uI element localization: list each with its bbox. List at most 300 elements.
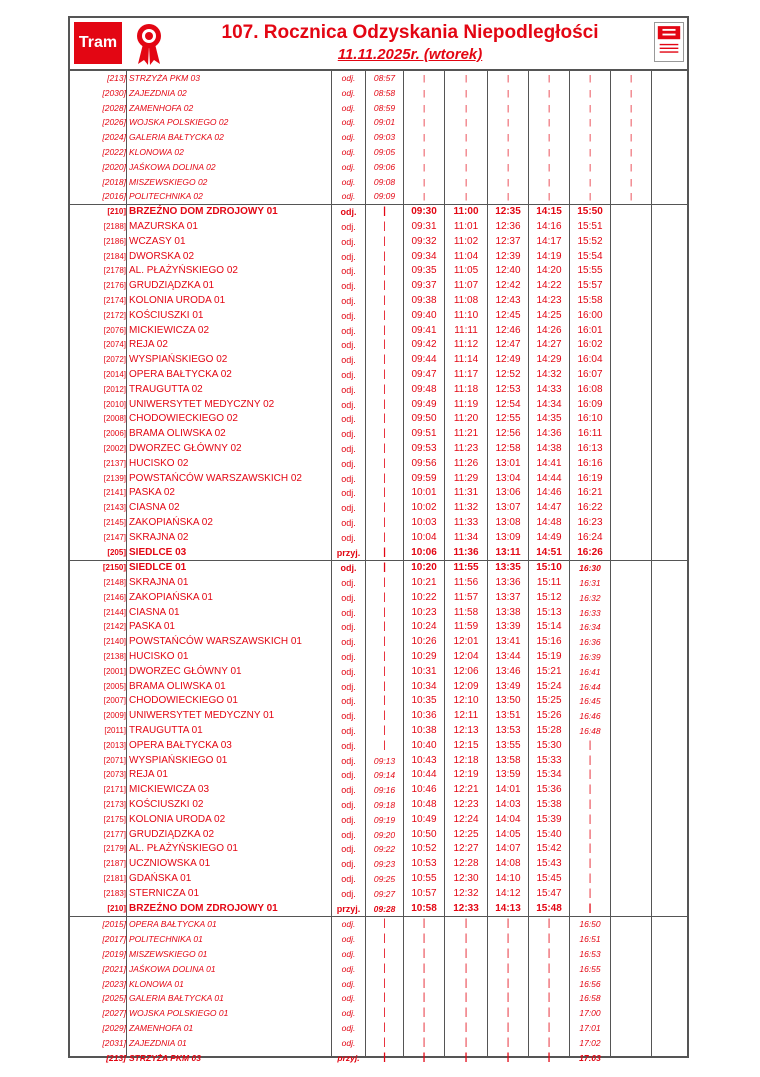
departure-time: 16:33 [579,607,601,618]
stop-name: WOJSKA POLSKIEGO 02 [129,117,229,128]
departure-time: | [422,117,426,128]
departure-time: 16:19 [577,472,603,484]
departure-time: 09:32 [411,235,437,247]
stop-type: odj. [341,503,356,514]
stop-type: odj. [341,191,356,202]
departure-time [611,947,651,962]
table-row [70,130,687,145]
stop-name: OPERA BAŁTYCKA 02 [129,368,232,380]
departure-time: 17:01 [579,1023,601,1033]
departure-time: | [383,428,386,440]
departure-time: | [383,606,386,618]
departure-time: 16:36 [579,637,601,648]
departure-time: 15:33 [536,754,562,766]
departure-time: 11:02 [453,235,479,247]
departure-time: 11:12 [453,339,479,351]
stop-code: [2009] [103,711,126,721]
departure-time [611,783,651,798]
departure-time: 10:20 [411,562,437,574]
table-row [70,798,687,813]
departure-time [611,235,651,250]
departure-time: | [464,73,468,83]
table-row [70,383,687,398]
stop-name: GRUDZIĄDZKA 01 [129,280,215,292]
departure-time: | [506,1007,510,1019]
departure-time: 14:35 [536,413,562,425]
departure-time: | [383,265,386,277]
table-row [70,724,687,739]
table-row [70,916,687,932]
departure-time: 10:49 [411,813,437,825]
departure-time: | [629,176,633,187]
departure-time: 14:03 [495,799,521,811]
stop-type: odj. [341,429,356,440]
stop-code: [2150] [102,563,126,573]
table-row [70,887,687,902]
departure-time: 16:56 [579,978,601,989]
departure-time: | [588,769,592,781]
stop-type: odj. [341,221,356,232]
stop-code: [2186] [103,236,126,246]
stop-name: POLITECHNIKA 02 [129,191,203,202]
departure-time: 10:43 [411,754,437,766]
stop-name: DWORZEC GŁÓWNY 02 [129,442,242,454]
departure-time [611,205,651,220]
departure-time: 16:34 [579,622,601,633]
departure-time: 12:25 [453,828,479,840]
departure-time: 15:54 [577,250,603,262]
departure-time: 10:01 [411,487,437,499]
departure-time: 14:32 [536,368,562,380]
departure-time: 09:14 [373,770,396,781]
departure-time: | [629,73,633,83]
table-row [70,86,687,101]
departure-time: | [422,1007,426,1019]
departure-time: | [464,176,468,187]
departure-time: 09:37 [411,280,437,292]
departure-time: 09:40 [411,309,437,321]
table-row [70,828,687,843]
stop-code: [2178] [103,266,126,276]
stop-name: POWSTAŃCÓW WARSZAWSKICH 01 [129,636,302,648]
departure-time: 09:05 [373,146,396,157]
departure-time: 15:38 [536,799,562,811]
departure-time: 14:01 [495,784,521,796]
departure-time [611,635,651,650]
table-row [70,1006,687,1021]
departure-time: 14:10 [495,873,521,885]
table-row [70,145,687,160]
stop-code: [213] [106,1052,126,1063]
departure-time: 16:22 [577,502,603,514]
table-row [70,606,687,621]
departure-time: 16:24 [577,531,603,543]
departure-time: 14:13 [495,902,521,914]
departure-time: 15:11 [536,577,562,589]
departure-time: | [506,948,510,960]
departure-time: 12:35 [495,206,521,218]
departure-time: | [422,992,426,1004]
departure-time: | [588,754,592,766]
stop-code: [2019] [102,949,126,960]
departure-time: 10:03 [411,516,437,528]
departure-time: 15:57 [577,280,603,292]
departure-time: | [464,977,468,989]
departure-time: | [464,102,468,113]
stop-code: [2022] [102,146,126,157]
departure-time: | [383,1051,386,1063]
departure-time: 09:34 [411,250,437,262]
departure-time: 13:46 [495,665,521,677]
departure-time: 11:55 [453,562,479,574]
departure-time [611,902,651,917]
departure-time: 15:52 [577,235,603,247]
departure-time: 15:10 [536,562,562,574]
stop-name: BRZEŹNO DOM ZDROJOWY 01 [129,902,278,914]
departure-time: 12:55 [495,413,521,425]
stop-code: [2174] [103,295,126,305]
departure-time: 14:04 [495,813,521,825]
departure-time: 11:14 [453,354,479,366]
departure-time: 12:53 [495,383,521,395]
stop-code: [2173] [103,800,126,810]
departure-time: 11:04 [453,250,479,262]
departure-time: | [506,1036,510,1048]
departure-time: 13:50 [495,695,521,707]
departure-time: 09:22 [373,844,396,855]
table-row [70,635,687,650]
departure-time: 15:19 [536,651,562,663]
stop-name: JAŚKOWA DOLINA 01 [129,963,216,974]
departure-time: | [547,992,551,1004]
stop-type: odj. [341,800,356,811]
table-row [70,560,687,576]
table-row [70,962,687,977]
departure-time: 09:19 [373,814,396,825]
departure-time: 16:50 [579,919,601,930]
departure-time: | [588,799,592,811]
departure-time: | [383,294,386,306]
departure-time: | [383,977,386,989]
departure-time: | [422,161,426,172]
departure-time: | [547,1036,551,1048]
departure-time: | [588,843,592,855]
departure-time: 16:44 [579,681,601,692]
departure-time: 09:38 [411,294,437,306]
departure-time [611,857,651,872]
departure-time: | [383,621,386,633]
departure-time [611,250,651,265]
departure-time: 11:00 [453,206,479,218]
stop-code: [2012] [103,384,126,394]
departure-time: | [588,739,592,751]
departure-time: | [422,948,426,960]
departure-time: | [547,918,551,930]
departure-time: 13:38 [495,606,521,618]
departure-time: 14:33 [536,383,562,395]
departure-time: | [422,933,426,945]
departure-time: 11:07 [453,280,479,292]
departure-time: 10:22 [411,591,437,603]
stop-type: odj. [340,563,357,574]
departure-time: 09:16 [373,785,396,796]
table-row [70,427,687,442]
departure-time: 14:12 [495,887,521,899]
departure-time: | [383,918,386,930]
tram-badge: Tram [74,22,122,64]
stop-name: SKRAJNA 01 [129,577,189,589]
departure-time: 11:31 [453,487,479,499]
stop-name: ZAKOPIAŃSKA 01 [129,591,213,603]
departure-time: | [383,1022,386,1033]
departure-time: 15:47 [536,887,562,899]
departure-time: 16:08 [577,383,603,395]
stop-code: [2020] [102,161,126,172]
departure-time: 10:38 [411,725,437,737]
departure-time: | [422,146,426,157]
stop-type: odj. [341,814,356,825]
departure-time: 15:43 [536,858,562,870]
stop-code: [2023] [102,978,126,989]
departure-time: | [383,948,386,960]
departure-time [611,324,651,339]
stop-name: POLITECHNIKA 01 [129,934,203,945]
departure-time [611,798,651,813]
departure-time: | [464,1022,468,1033]
stop-code: [2181] [103,874,126,884]
table-row [70,531,687,546]
stop-type: odj. [341,652,356,663]
table-row [70,857,687,872]
departure-time: 09:48 [411,383,437,395]
departure-time: 13:04 [495,472,521,484]
table-row [70,250,687,265]
stop-code: [2141] [103,488,126,498]
departure-time: 15:45 [536,873,562,885]
departure-time [611,1051,651,1066]
stop-code: [213] [107,73,126,83]
departure-time: 10:26 [411,636,437,648]
departure-time: | [383,220,386,232]
departure-time: 12:58 [495,442,521,454]
departure-time: 11:57 [453,591,479,603]
stop-name: SIEDLCE 01 [129,562,187,574]
departure-time: 12:46 [495,324,521,336]
table-row [70,872,687,887]
departure-time: 14:36 [536,428,562,440]
page-title: 107. Rocznica Odzyskania Niepodległości [221,22,599,43]
departure-time: 14:38 [536,442,562,454]
stop-type: odj. [341,607,356,618]
departure-time: 15:24 [536,680,562,692]
departure-time: 11:10 [453,309,479,321]
departure-time: 14:16 [536,220,562,232]
departure-time: | [506,102,510,113]
stop-name: PASKA 01 [129,621,175,633]
stop-type: odj. [341,785,356,796]
stop-name: ZAJEZDNIA 01 [129,1037,187,1048]
stop-code: [2030] [102,87,126,98]
stop-name: REJA 01 [129,769,168,781]
stop-name: POWSTAŃCÓW WARSZAWSKICH 02 [129,472,302,484]
departure-time: | [464,191,468,202]
departure-time: | [422,191,426,202]
departure-time: 13:06 [495,487,521,499]
stop-type: odj. [341,829,356,840]
departure-time: | [383,472,386,484]
stop-type: odj. [341,1037,356,1048]
stop-code: [210] [107,903,126,913]
departure-time: | [422,1022,426,1033]
departure-time: | [506,1022,510,1033]
departure-time: 16:53 [579,949,601,960]
departure-time [611,932,651,947]
departure-time: 10:24 [411,621,437,633]
departure-time: 12:45 [495,309,521,321]
departure-time: 11:23 [453,442,479,454]
departure-time: 09:06 [373,161,396,172]
departure-time: 11:59 [453,621,479,633]
departure-time: 10:53 [411,858,437,870]
departure-time: 10:44 [411,769,437,781]
stop-type: odj. [341,622,356,633]
departure-time: | [547,977,551,989]
departure-time: 08:58 [373,87,396,98]
departure-time: | [383,235,386,247]
departure-time: 12:54 [495,398,521,410]
departure-time: 12:09 [453,680,479,692]
departure-time: 16:32 [579,592,601,603]
departure-time: | [383,695,386,707]
table-row [70,754,687,769]
departure-time: | [588,102,592,113]
departure-time: 13:37 [495,591,521,603]
departure-time: | [506,73,510,83]
departure-time: 11:17 [453,368,479,380]
stop-type: odj. [341,488,356,499]
departure-time: 09:51 [411,428,437,440]
table-row [70,783,687,798]
departure-time: 13:35 [495,562,521,574]
departure-time: | [629,191,633,202]
departure-time: 14:05 [495,828,521,840]
departure-time: 10:31 [411,665,437,677]
stop-name: MAZURSKA 01 [129,220,198,232]
departure-time: | [464,933,468,945]
departure-time: | [383,324,386,336]
stop-type: odj. [341,934,356,945]
stop-name: CIASNA 01 [129,606,180,618]
departure-time: | [383,398,386,410]
departure-time: | [588,146,592,157]
departure-time: | [383,206,386,218]
departure-time: 12:11 [453,710,479,722]
departure-time: 09:20 [373,829,396,840]
departure-time [611,872,651,887]
departure-time: 08:57 [373,73,396,83]
table-row [70,546,687,561]
departure-time: | [547,132,551,143]
departure-time: | [383,577,386,589]
table-row [70,71,687,86]
departure-time [611,724,651,739]
departure-time: 12:19 [453,769,479,781]
departure-time: 15:26 [536,710,562,722]
stop-type: odj. [341,874,356,885]
departure-time: | [383,516,386,528]
departure-time: | [506,977,510,989]
departure-time: 11:01 [453,220,479,232]
departure-time: 12:13 [453,725,479,737]
table-row [70,220,687,235]
departure-time [611,1021,651,1036]
table-row [70,1021,687,1036]
departure-time: 14:23 [536,294,562,306]
table-row [70,368,687,383]
departure-time: 15:48 [536,902,562,914]
departure-time: | [547,117,551,128]
table-row [70,101,687,116]
departure-time [611,680,651,695]
departure-time: | [629,87,633,98]
departure-time [611,991,651,1006]
stop-name: STERNICZA 01 [129,887,200,899]
stop-name: MISZEWSKIEGO 01 [129,949,208,960]
departure-time: 13:44 [495,651,521,663]
stop-name: OPERA BAŁTYCKA 01 [129,919,217,930]
departure-time: 14:19 [536,250,562,262]
stop-type: przyj. [337,1052,360,1063]
stop-type: odj. [341,517,356,528]
stop-type: odj. [341,325,356,336]
departure-time: 12:42 [495,280,521,292]
stop-name: SKRAJNA 02 [129,531,189,543]
stop-name: ZAKOPIAŃSKA 02 [129,516,213,528]
stop-code: [2021] [102,963,126,974]
table-row [70,739,687,754]
stop-code: [2074] [103,340,126,350]
table-row [70,650,687,665]
departure-time: 12:56 [495,428,521,440]
departure-time [611,665,651,680]
departure-time: 12:49 [495,354,521,366]
stop-code: [2029] [102,1023,126,1033]
stop-type: przyj. [336,547,361,558]
departure-time: 14:29 [536,354,562,366]
stop-name: WYSPIAŃSKIEGO 02 [129,354,228,366]
stop-name: KOŚCIUSZKI 01 [129,309,204,321]
departure-time [611,457,651,472]
departure-time: 14:51 [536,546,562,558]
departure-time: 12:28 [453,858,479,870]
departure-time: 12:37 [495,235,521,247]
stop-code: [2027] [102,1008,126,1019]
departure-time: 14:17 [536,235,562,247]
departure-time: 14:20 [536,265,562,277]
stop-type: odj. [341,726,356,737]
table-row [70,353,687,368]
stop-code: [2183] [103,888,126,898]
table-row [70,991,687,1006]
stop-type: odj. [341,251,356,262]
stop-code: [2001] [103,666,126,676]
departure-time [611,338,651,353]
stop-code: [205] [107,547,126,557]
stop-code: [2006] [103,429,126,439]
departure-time: | [464,1036,468,1048]
departure-time [611,887,651,902]
departure-time: 10:06 [411,546,437,558]
